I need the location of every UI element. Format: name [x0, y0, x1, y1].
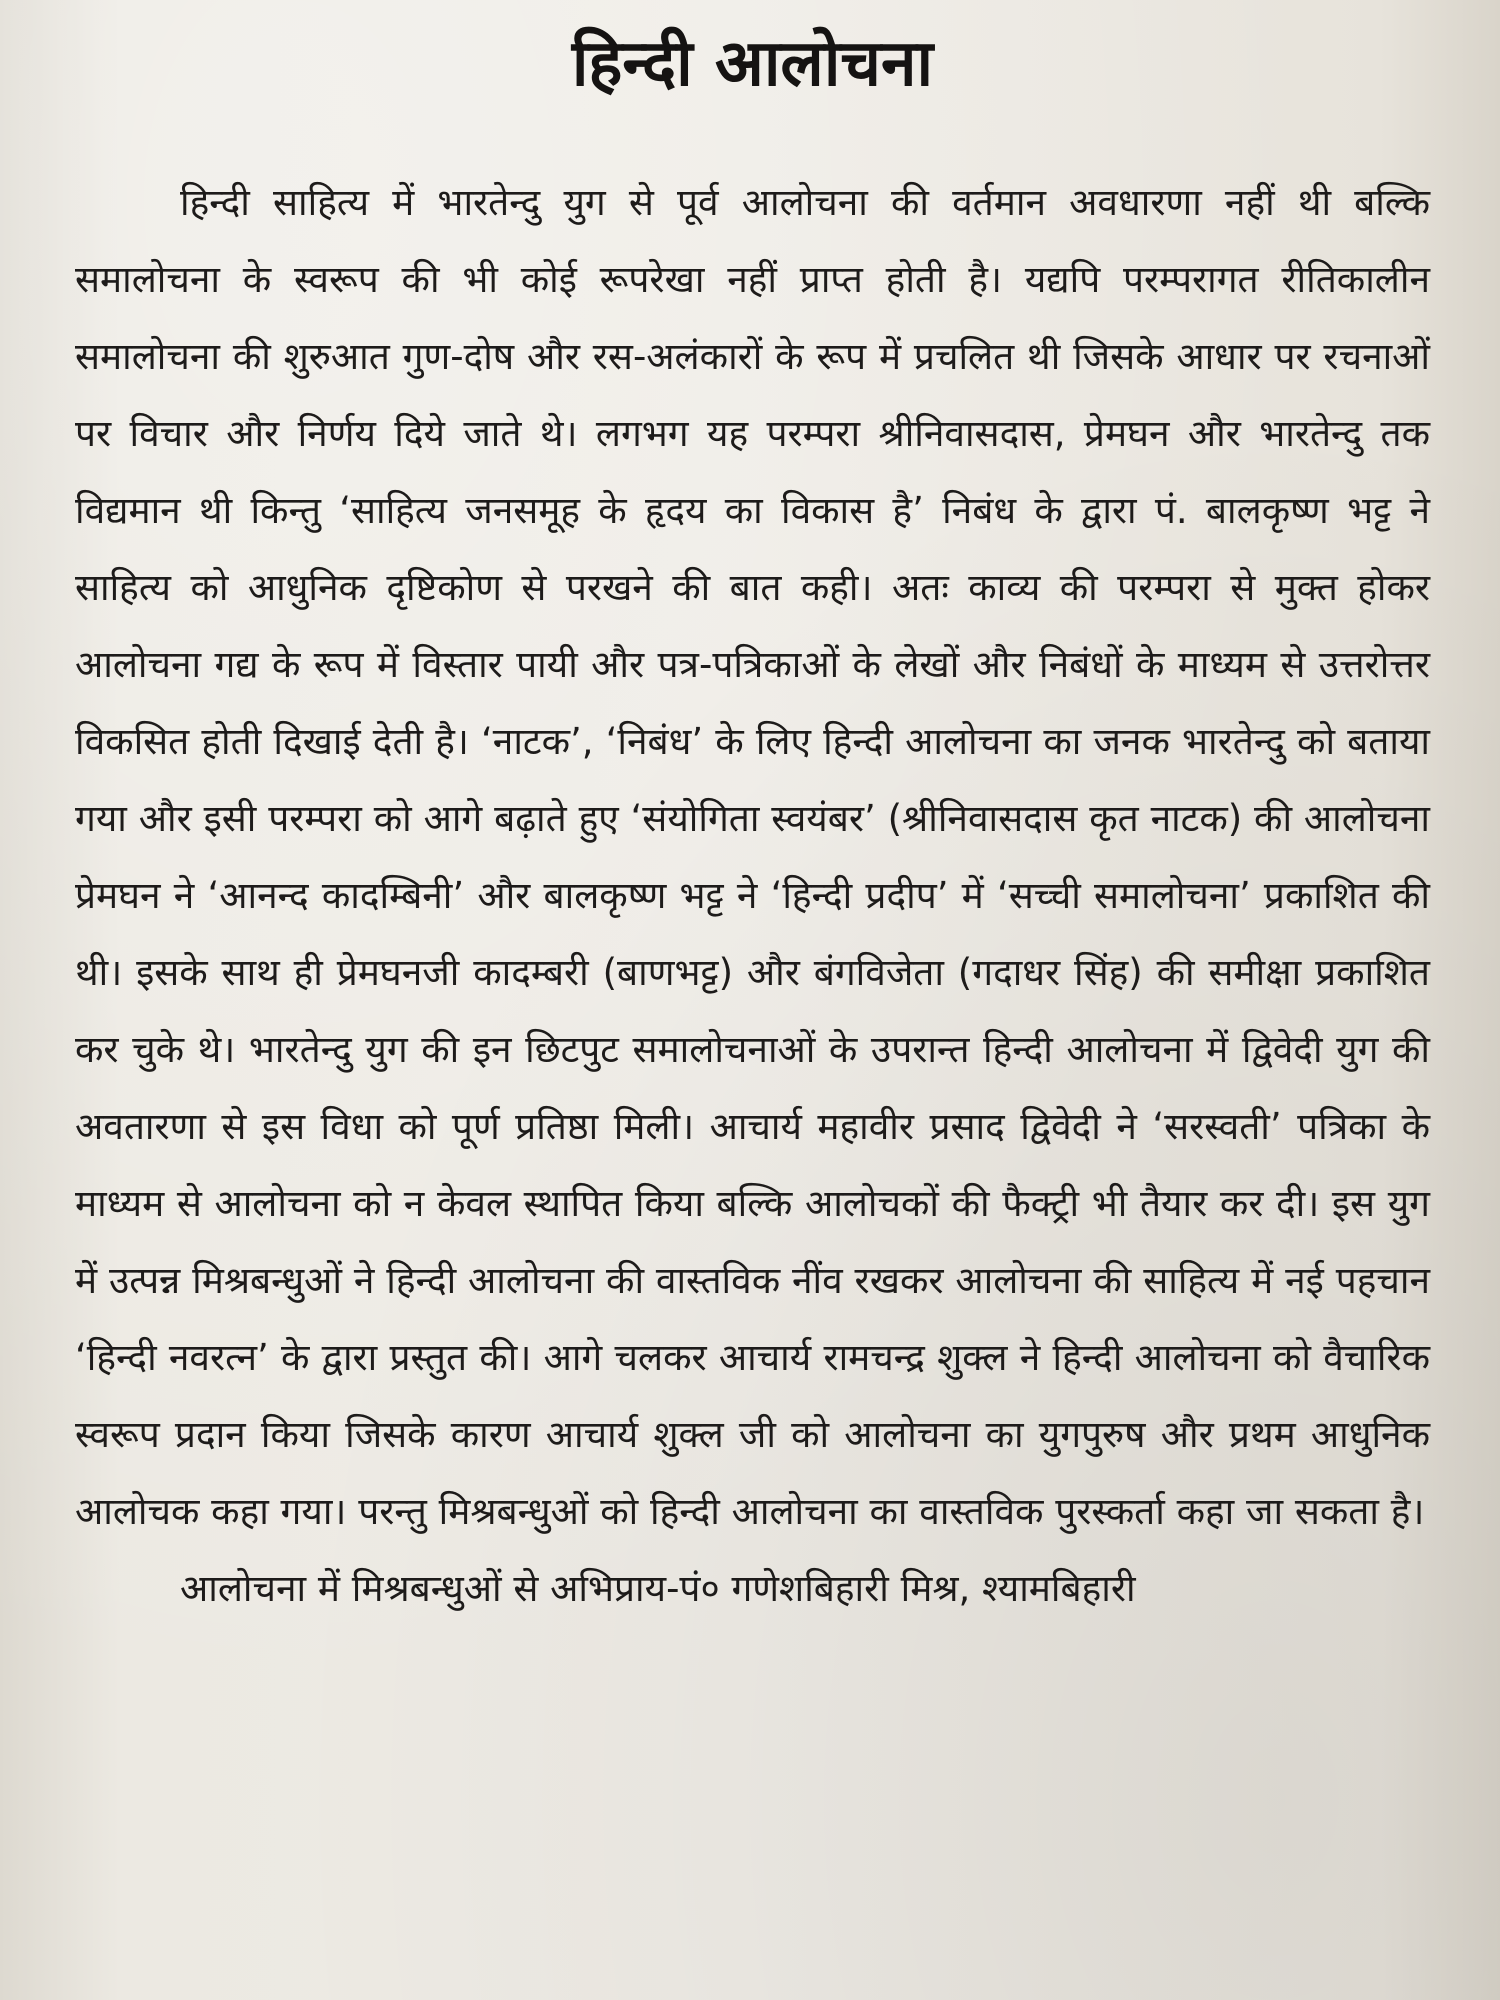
body-paragraph-1: हिन्दी साहित्य में भारतेन्दु युग से पूर्व आलोचना की वर्तमान अवधारणा नहीं थी बल्कि समालोचना के स्वरूप की भी कोई रूपरेखा नहीं प्राप्त होती है। यद्यपि परम्परागत रीतिकालीन समालोचना की शुरुआत गुण-दोष और रस-अलंकारों के रूप में प्रचलित थी जिसके आधार पर रचनाओं पर विचार और निर्णय दिये जाते थे। लगभग यह परम्परा श्रीनिवासदास, प्रेमघन और भारतेन्दु तक विद्यमान थी किन्तु ‘साहित्य जनसमूह के हृदय का विकास है’ निबंध के द्वारा पं. बालकृष्ण भट्ट ने साहित्य को आधुनिक दृष्टिकोण से परखने की बात कही। अतः काव्य की परम्परा से मुक्त होकर आलोचना गद्य के रूप में विस्तार पायी और पत्र-पत्रिकाओं के लेखों और निबंधों के माध्यम से उत्तरोत्तर विकसित होती दिखाई देती है। ‘नाटक’, ‘निबंध’ के लिए हिन्दी आलोचना का जनक भारतेन्दु को बताया गया और इसी परम्परा को आगे बढ़ाते हुए ‘संयोगिता स्वयंबर’ (श्रीनिवासदास कृत नाटक) की आलोचना प्रेमघन ने ‘आनन्द कादम्बिनी’ और बालकृष्ण भट्ट ने ‘हिन्दी प्रदीप’ में ‘सच्ची समालोचना’ प्रकाशित की थी। इसके साथ ही प्रेमघनजी कादम्बरी (बाणभट्ट) और बंगविजेता (गदाधर सिंह) की समीक्षा प्रकाशित कर चुके थे। भारतेन्दु युग की इन छिटपुट समालोचनाओं के उपरान्त हिन्दी आलोचना में द्विवेदी युग की अवतारणा से इस विधा को पूर्ण प्रतिष्ठा मिली। आचार्य महावीर प्रसाद द्विवेदी ने ‘सरस्वती’ पत्रिका के माध्यम से आलोचना को न केवल स्थापित किया बल्कि आलोचकों की फैक्ट्री भी तैयार कर दी। इस युग में उत्पन्न मिश्रबन्धुओं ने हिन्दी आलोचना की वास्तविक नींव रखकर आलोचना की साहित्य में नई पहचान ‘हिन्दी नवरत्न’ के द्वारा प्रस्तुत की। आगे चलकर आचार्य रामचन्द्र शुक्ल ने हिन्दी आलोचना को वैचारिक स्वरूप प्रदान किया जिसके कारण आचार्य शुक्ल जी को आलोचना का युगपुरुष और प्रथम आधुनिक आलोचक कहा गया। परन्तु मिश्रबन्धुओं को हिन्दी आलोचना का वास्तविक पुरस्कर्ता कहा जा सकता है। [75, 180, 1430, 1533]
page-title: हिन्दी आलोचना [571, 27, 934, 101]
body-paragraph-2: आलोचना में मिश्रबन्धुओं से अभिप्राय-पं० गणेशबिहारी मिश्र, श्यामबिहारी [180, 1566, 1136, 1610]
